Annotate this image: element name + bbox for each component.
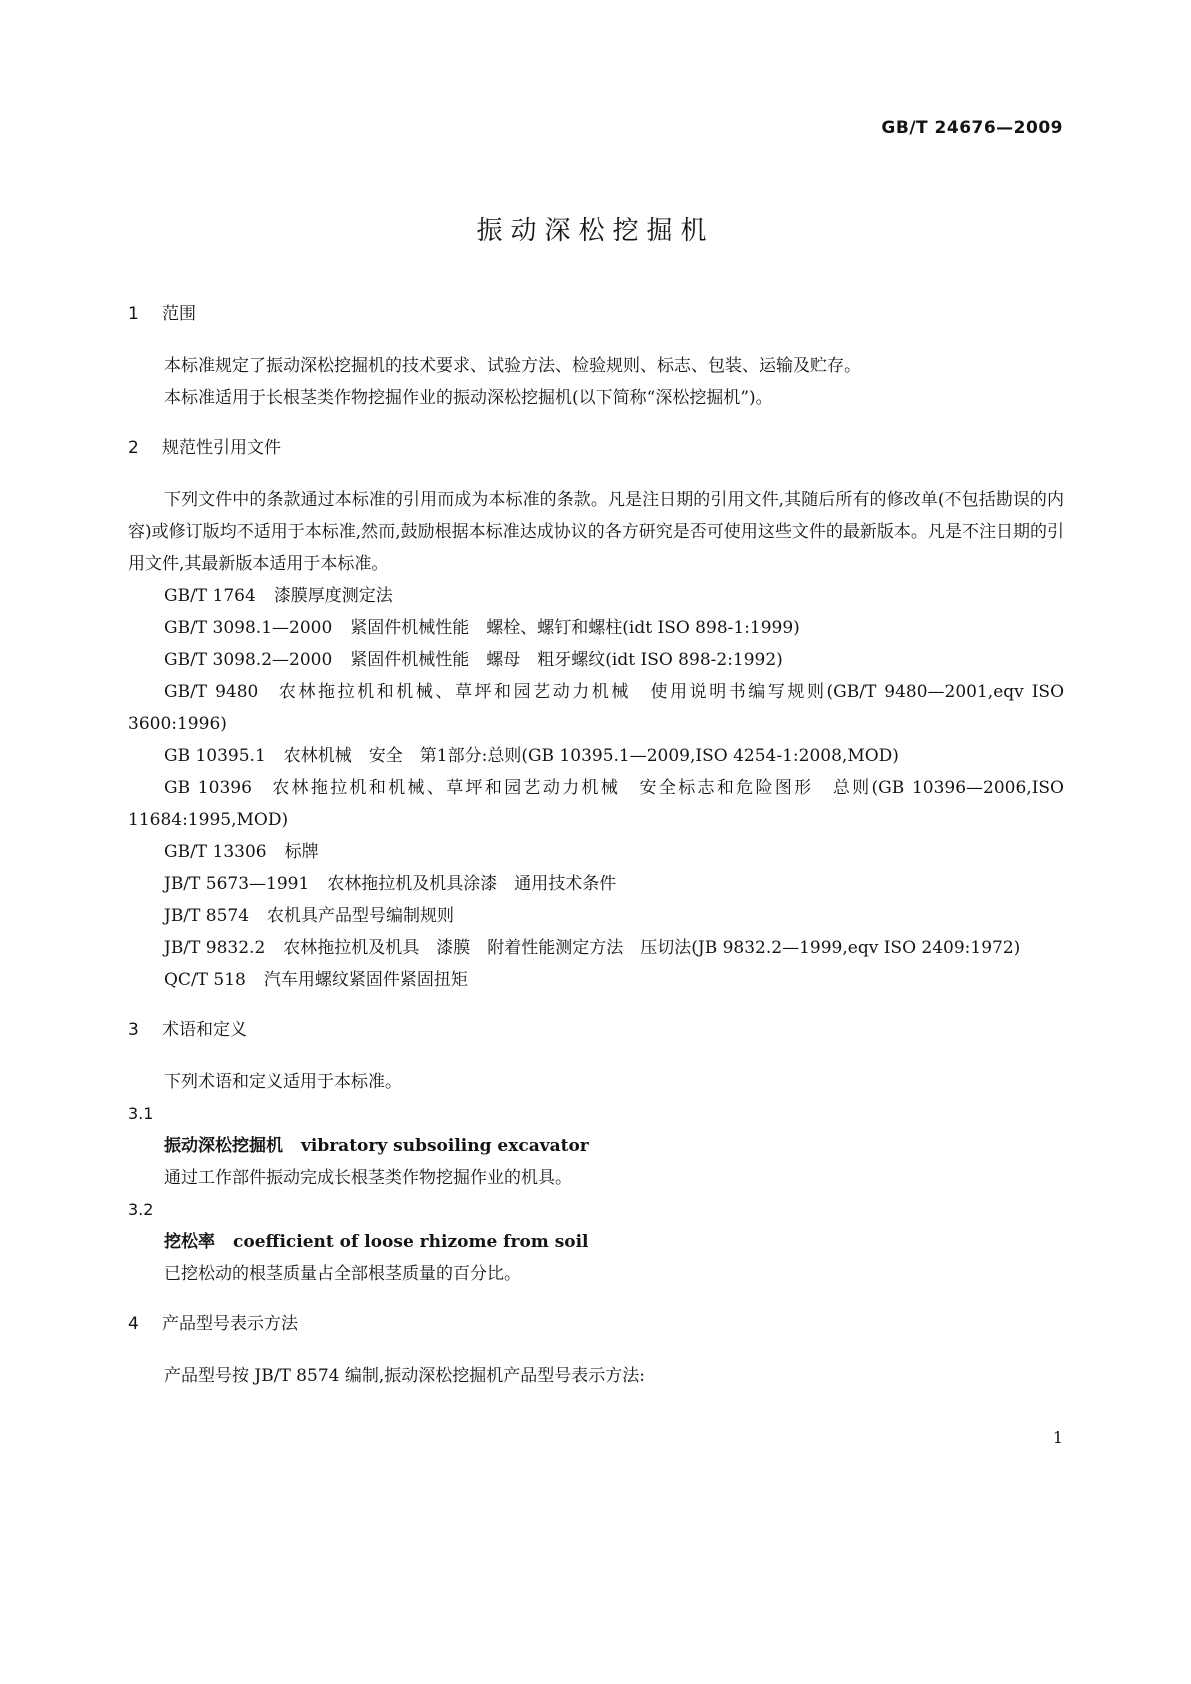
reference-title: 汽车用螺纹紧固件紧固扭矩 xyxy=(263,970,468,990)
reference-title: 农机具产品型号编制规则 xyxy=(267,906,455,926)
paragraph: 本标准适用于长根茎类作物挖掘作业的振动深松挖掘机(以下简称“深松挖掘机”)。 xyxy=(164,388,773,408)
term-en: coefficient of loose rhizome from soil xyxy=(233,1232,589,1252)
reference-title: 紧固件机械性能 螺栓、螺钉和螺柱(idt ISO 898-1:1999) xyxy=(350,618,800,638)
reference-title: 紧固件机械性能 螺母 粗牙螺纹(idt ISO 898-2:1992) xyxy=(350,650,783,670)
reference-code: JB/T 5673—1991 xyxy=(164,874,310,894)
paragraph: 下列文件中的条款通过本标准的引用而成为本标准的条款。凡是注日期的引用文件,其随后所有的修改单(不包括勘误的内容)或修订版均不适用于本标准,然而,鼓励根据本标准达成协议的各方研究是否可使用这些文件的最新版本。凡是不注日期的引用文件,其最新版本适用于本标准。 xyxy=(128,490,1064,574)
reference-item xyxy=(128,644,1064,676)
reference-title: 农林拖拉机及机具 漆膜 附着性能测定方法 压切法(JB 9832.2—1999,eqv ISO 2409:1972) xyxy=(283,938,1021,958)
reference-item xyxy=(128,868,1064,900)
reference-code: GB/T 1764 xyxy=(164,586,256,606)
term-number: 3.2 xyxy=(128,1200,154,1219)
term-number: 3.1 xyxy=(128,1104,154,1123)
term-zh: 振动深松挖掘机 xyxy=(164,1136,283,1156)
reference-item xyxy=(128,740,1064,772)
reference-title: 漆膜厚度测定法 xyxy=(273,586,393,606)
reference-item xyxy=(128,836,1064,868)
reference-item xyxy=(128,676,1064,740)
reference-title: 农林拖拉机及机具涂漆 通用技术条件 xyxy=(327,874,617,894)
section-title: 产品型号表示方法 xyxy=(162,1314,298,1334)
section-heading xyxy=(128,1016,1064,1044)
standard-code: GB/T 24676—2009 xyxy=(881,118,1063,138)
section-number: 3 xyxy=(128,1020,139,1040)
section-number: 2 xyxy=(128,438,139,458)
term-entry xyxy=(128,1130,1064,1162)
reference-title: 农林拖拉机和机械、草坪和园艺动力机械 使用说明书编写规则(GB/T 9480—2001,eqv ISO 3600:1996) xyxy=(128,682,1065,734)
page-number: 1 xyxy=(1052,1428,1063,1447)
reference-code: GB/T 3098.1—2000 xyxy=(164,618,333,638)
reference-item xyxy=(128,932,1064,964)
section-heading xyxy=(128,434,1064,462)
section-title: 规范性引用文件 xyxy=(162,438,281,458)
section-title: 范围 xyxy=(162,304,196,324)
reference-code: GB 10396 xyxy=(164,778,252,798)
term-definition: 已挖松动的根茎质量占全部根茎质量的百分比。 xyxy=(164,1264,521,1284)
reference-code: GB/T 3098.2—2000 xyxy=(164,650,333,670)
section-model-designation xyxy=(128,1310,1064,1392)
section-heading xyxy=(128,300,1064,328)
reference-item xyxy=(128,612,1064,644)
section-scope xyxy=(128,300,1064,414)
paragraph: 本标准规定了振动深松挖掘机的技术要求、试验方法、检验规则、标志、包装、运输及贮存。 xyxy=(164,356,861,376)
reference-code: JB/T 9832.2 xyxy=(164,938,266,958)
section-title: 术语和定义 xyxy=(162,1020,247,1040)
reference-item xyxy=(128,772,1064,836)
section-number: 4 xyxy=(128,1314,139,1334)
term-definition: 通过工作部件振动完成长根茎类作物挖掘作业的机具。 xyxy=(164,1168,572,1188)
reference-title: 农林机械 安全 第1部分:总则(GB 10395.1—2009,ISO 4254-1:2008,MOD) xyxy=(283,746,899,766)
term-zh: 挖松率 xyxy=(164,1232,215,1252)
reference-title: 农林拖拉机和机械、草坪和园艺动力机械 安全标志和危险图形 总则(GB 10396—2006,ISO 11684:1995,MOD) xyxy=(128,778,1064,830)
section-number: 1 xyxy=(128,304,139,324)
reference-code: JB/T 8574 xyxy=(164,906,250,926)
reference-title: 标牌 xyxy=(284,842,319,862)
reference-item xyxy=(128,964,1064,996)
reference-code: GB/T 9480 xyxy=(164,682,259,702)
document-title: 振动深松挖掘机 xyxy=(476,216,715,246)
reference-item xyxy=(128,580,1064,612)
term-en: vibratory subsoiling excavator xyxy=(301,1136,589,1156)
reference-code: GB/T 13306 xyxy=(164,842,267,862)
section-terms-definitions xyxy=(128,1016,1064,1290)
reference-item xyxy=(128,900,1064,932)
paragraph: 产品型号按 JB/T 8574 编制,振动深松挖掘机产品型号表示方法: xyxy=(164,1366,645,1386)
document-body xyxy=(128,300,1064,1412)
reference-code: QC/T 518 xyxy=(164,970,246,990)
paragraph: 下列术语和定义适用于本标准。 xyxy=(164,1072,402,1092)
section-heading xyxy=(128,1310,1064,1338)
reference-code: GB 10395.1 xyxy=(164,746,266,766)
section-normative-references xyxy=(128,434,1064,996)
term-entry xyxy=(128,1226,1064,1258)
